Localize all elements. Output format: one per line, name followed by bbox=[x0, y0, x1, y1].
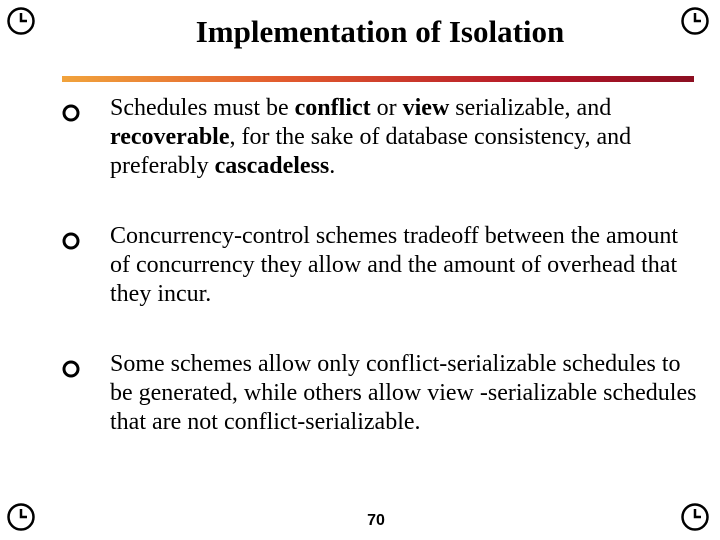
text-segment: . bbox=[329, 153, 336, 179]
bold-term: view bbox=[402, 95, 450, 121]
page-number: 70 bbox=[367, 512, 385, 529]
bold-term: cascadeless bbox=[214, 153, 330, 179]
text-segment: or bbox=[370, 95, 403, 121]
ring-bullet-icon bbox=[60, 102, 84, 126]
ring-bullet-icon bbox=[60, 230, 84, 254]
text-segment: Concurrency-control schemes tradeoff between the amount of concurrency they allow and the amount of overhead that they incur. bbox=[110, 223, 679, 307]
clock-icon bbox=[680, 502, 710, 532]
text-segment: , for the sake of database consistency, and preferably bbox=[110, 124, 632, 179]
text-segment: Some schemes allow only conflict-serializable schedules to be generated, while others allow view -serializable schedules that are not conflict-serializable. bbox=[110, 351, 697, 435]
bold-term: recoverable bbox=[110, 124, 230, 150]
slide-title: Implementation of Isolation bbox=[195, 14, 565, 49]
ring-bullet-icon bbox=[60, 358, 84, 382]
bold-term: conflict bbox=[294, 95, 371, 121]
title-divider bbox=[62, 76, 694, 82]
text-segment: serializable, and bbox=[449, 95, 612, 121]
bullet-text bbox=[110, 94, 700, 181]
bullet-text bbox=[110, 222, 700, 309]
bullet-text bbox=[110, 350, 700, 437]
text-segment: Schedules must be bbox=[110, 95, 295, 121]
